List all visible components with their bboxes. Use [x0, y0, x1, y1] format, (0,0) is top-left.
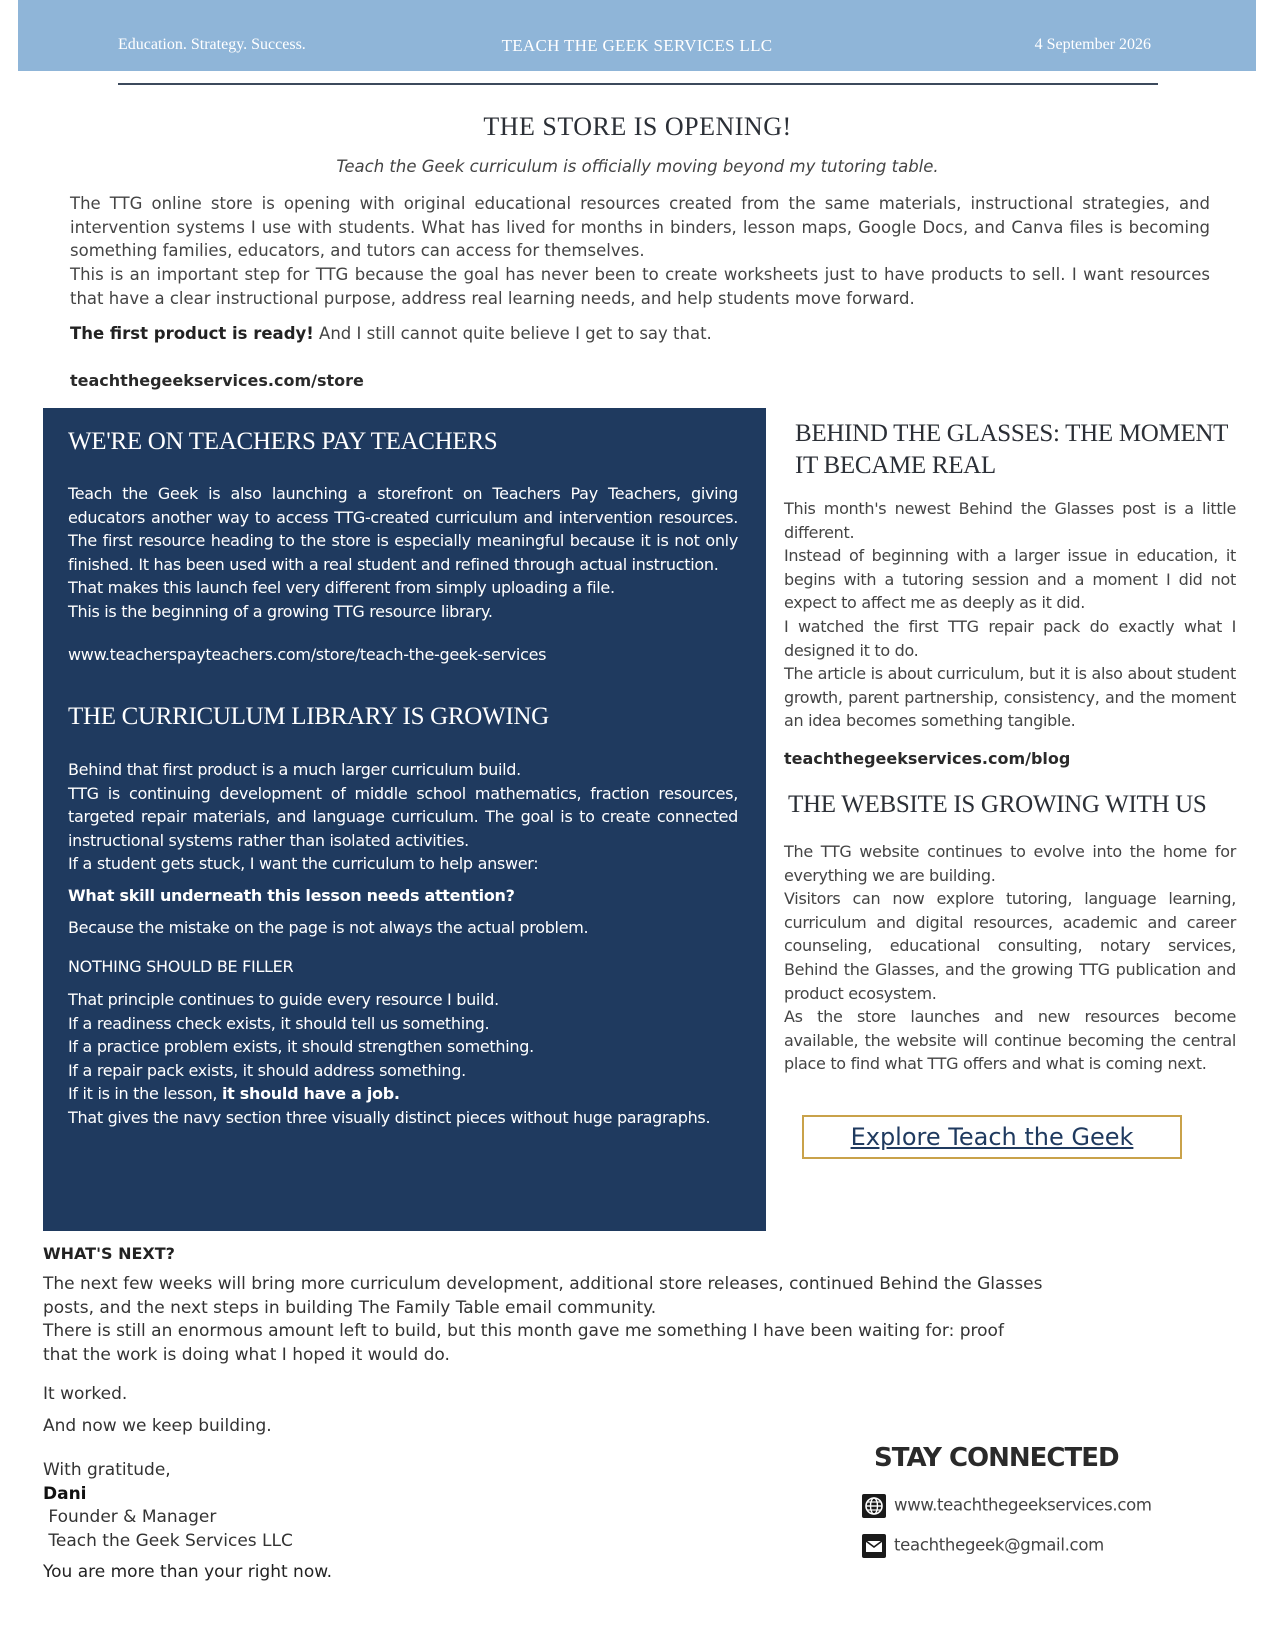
- glasses-body: [784, 497, 1236, 733]
- library-because: Because the mistake on the page is not always the actual problem.: [68, 918, 589, 937]
- tpt-body: [68, 482, 738, 624]
- library-question: What skill underneath this lesson needs attention?: [68, 886, 515, 905]
- website-body: [784, 840, 1236, 1076]
- intro-paragraph-2: This is an important step for TTG because the goal has never been to create worksheets just to have products to sell. I want resources that have a clear instructional purpose, address real learning needs, and help students move forward.: [70, 265, 1210, 308]
- filler-line: That gives the navy section three visually distinct pieces without huge paragraphs.: [68, 1107, 711, 1127]
- glasses-heading-line-2: IT BECAME REAL: [795, 452, 996, 479]
- header-bar: [18, 0, 1256, 71]
- website-paragraph-1: The TTG website continues to evolve into the home for everything we are building.: [784, 842, 1236, 885]
- page-title: THE STORE IS OPENING!: [483, 112, 792, 141]
- next-paragraph-2: There is still an enormous amount left to build, but this month gave me something I have been waiting for: proof that the work is doing what I hoped it would do.: [43, 1321, 1004, 1365]
- filler-line: That principle continues to guide every resource I build.: [68, 990, 499, 1009]
- navy-section: [43, 408, 766, 1231]
- filler-line: If a practice problem exists, it should strengthen something.: [68, 1037, 534, 1057]
- glasses-paragraph-2: Instead of beginning with a larger issue in education, it begins with a tutoring session and a moment I did not expect to affect me as deeply as it did.: [784, 546, 1236, 613]
- author-company: Teach the Geek Services LLC: [43, 1530, 293, 1551]
- website-heading: THE WEBSITE IS GROWING WITH US: [788, 791, 1207, 818]
- library-heading: THE CURRICULUM LIBRARY IS GROWING: [68, 703, 549, 730]
- website-paragraph-3: As the store launches and new resources become available, the website will continue becoming the central place to find what TTG offers and what is coming next.: [784, 1007, 1236, 1074]
- gratitude: With gratitude,: [43, 1460, 171, 1480]
- next-paragraph-1: The next few weeks will bring more curriculum development, additional store releases, continued Behind the Glasses posts, and the next steps in building The Family Table email community.: [43, 1274, 1043, 1318]
- website-link[interactable]: www.teachthegeekservices.com: [894, 1495, 1152, 1515]
- tpt-paragraph-1: Teach the Geek is also launching a storefront on Teachers Pay Teachers, giving educators another way to access TTG-created curriculum and intervention resources. The first resource heading to the store is especially meaningful because it is not only finished. It has been used with a real student and refined through actual instruction.: [68, 484, 738, 574]
- product-ready-line: [70, 324, 712, 343]
- tpt-paragraph-3: This is the beginning of a growing TTG resource library.: [68, 601, 493, 621]
- explore-button[interactable]: Explore Teach the Geek: [802, 1115, 1182, 1159]
- library-paragraph-2: TTG is continuing development of middle school mathematics, fraction resources, targeted repair materials, and language curriculum. The goal is to create connected instructional systems rather than isolated activities.: [68, 783, 738, 850]
- product-ready-bold: The first product is ready!: [70, 324, 314, 343]
- glasses-heading: [795, 418, 1228, 482]
- header-company: TEACH THE GEEK SERVICES LLC: [501, 36, 773, 55]
- page-subtitle: Teach the Geek curriculum is officially moving beyond my tutoring table.: [336, 157, 939, 176]
- library-paragraph-1: Behind that first product is a much larger curriculum build.: [68, 760, 521, 779]
- whats-next-body: [43, 1273, 1043, 1367]
- globe-icon: [862, 1494, 886, 1518]
- filler-job-bold: it should have a job.: [222, 1084, 400, 1104]
- filler-job-pre: If it is in the lesson,: [68, 1084, 222, 1104]
- store-link[interactable]: teachthegeekservices.com/store: [70, 371, 364, 390]
- signoff-block: [43, 1459, 293, 1553]
- filler-line: If a readiness check exists, it should tell us something.: [68, 1013, 490, 1033]
- header-date: 4 September 2026: [1034, 36, 1151, 53]
- it-worked: It worked.: [43, 1384, 128, 1404]
- product-ready-rest: And I still cannot quite believe I get to say that.: [313, 324, 712, 343]
- blog-link[interactable]: teachthegeekservices.com/blog: [784, 749, 1071, 768]
- glasses-paragraph-1: This month's newest Behind the Glasses post is a little different.: [784, 499, 1236, 542]
- closing-tagline: You are more than your right now.: [43, 1562, 332, 1582]
- tpt-heading: WE'RE ON TEACHERS PAY TEACHERS: [68, 428, 498, 455]
- filler-job-line: [68, 1082, 738, 1106]
- whats-next-heading: WHAT'S NEXT?: [43, 1244, 175, 1263]
- glasses-paragraph-3: I watched the first TTG repair pack do exactly what I designed it to do.: [784, 616, 1236, 660]
- library-paragraph-3: If a student gets stuck, I want the curriculum to help answer:: [68, 854, 539, 874]
- email-link[interactable]: teachthegeek@gmail.com: [894, 1535, 1104, 1555]
- tpt-link[interactable]: www.teacherspayteachers.com/store/teach-the-geek-services: [68, 645, 547, 664]
- filler-line: If a repair pack exists, it should address something.: [68, 1060, 466, 1080]
- glasses-heading-line-1: BEHIND THE GLASSES: THE MOMENT: [795, 420, 1229, 447]
- glasses-paragraph-4: The article is about curriculum, but it is also about student growth, parent partnership, consistency, and the moment an idea becomes something tangible.: [784, 664, 1236, 731]
- intro-paragraph-1: The TTG online store is opening with original educational resources created from the same materials, instructional strategies, and intervention systems I use with students. What has lived for months in binders, lesson maps, Google Docs, and Canva files is becoming something families, educators, and tutors can access for themselves.: [70, 194, 1210, 260]
- filler-body: [68, 988, 738, 1130]
- keep-building: And now we keep building.: [43, 1416, 272, 1436]
- email-contact[interactable]: [862, 1534, 1104, 1558]
- author-role: Founder & Manager: [43, 1507, 217, 1527]
- website-paragraph-2: Visitors can now explore tutoring, language learning, curriculum and digital resources, academic and career counseling, educational consulting, notary services, Behind the Glasses, and the growing TTG publication and product ecosystem.: [784, 889, 1236, 1003]
- stay-connected-heading: STAY CONNECTED: [874, 1443, 1119, 1473]
- tpt-paragraph-2: That makes this launch feel very different from simply uploading a file.: [68, 578, 615, 598]
- website-contact[interactable]: [862, 1494, 1152, 1518]
- library-body: [68, 758, 738, 876]
- header-tagline: Education. Strategy. Success.: [118, 36, 306, 53]
- author-name: Dani: [43, 1483, 87, 1504]
- mail-icon: [862, 1534, 886, 1558]
- filler-heading: NOTHING SHOULD BE FILLER: [68, 957, 294, 976]
- header-divider: [118, 83, 1158, 85]
